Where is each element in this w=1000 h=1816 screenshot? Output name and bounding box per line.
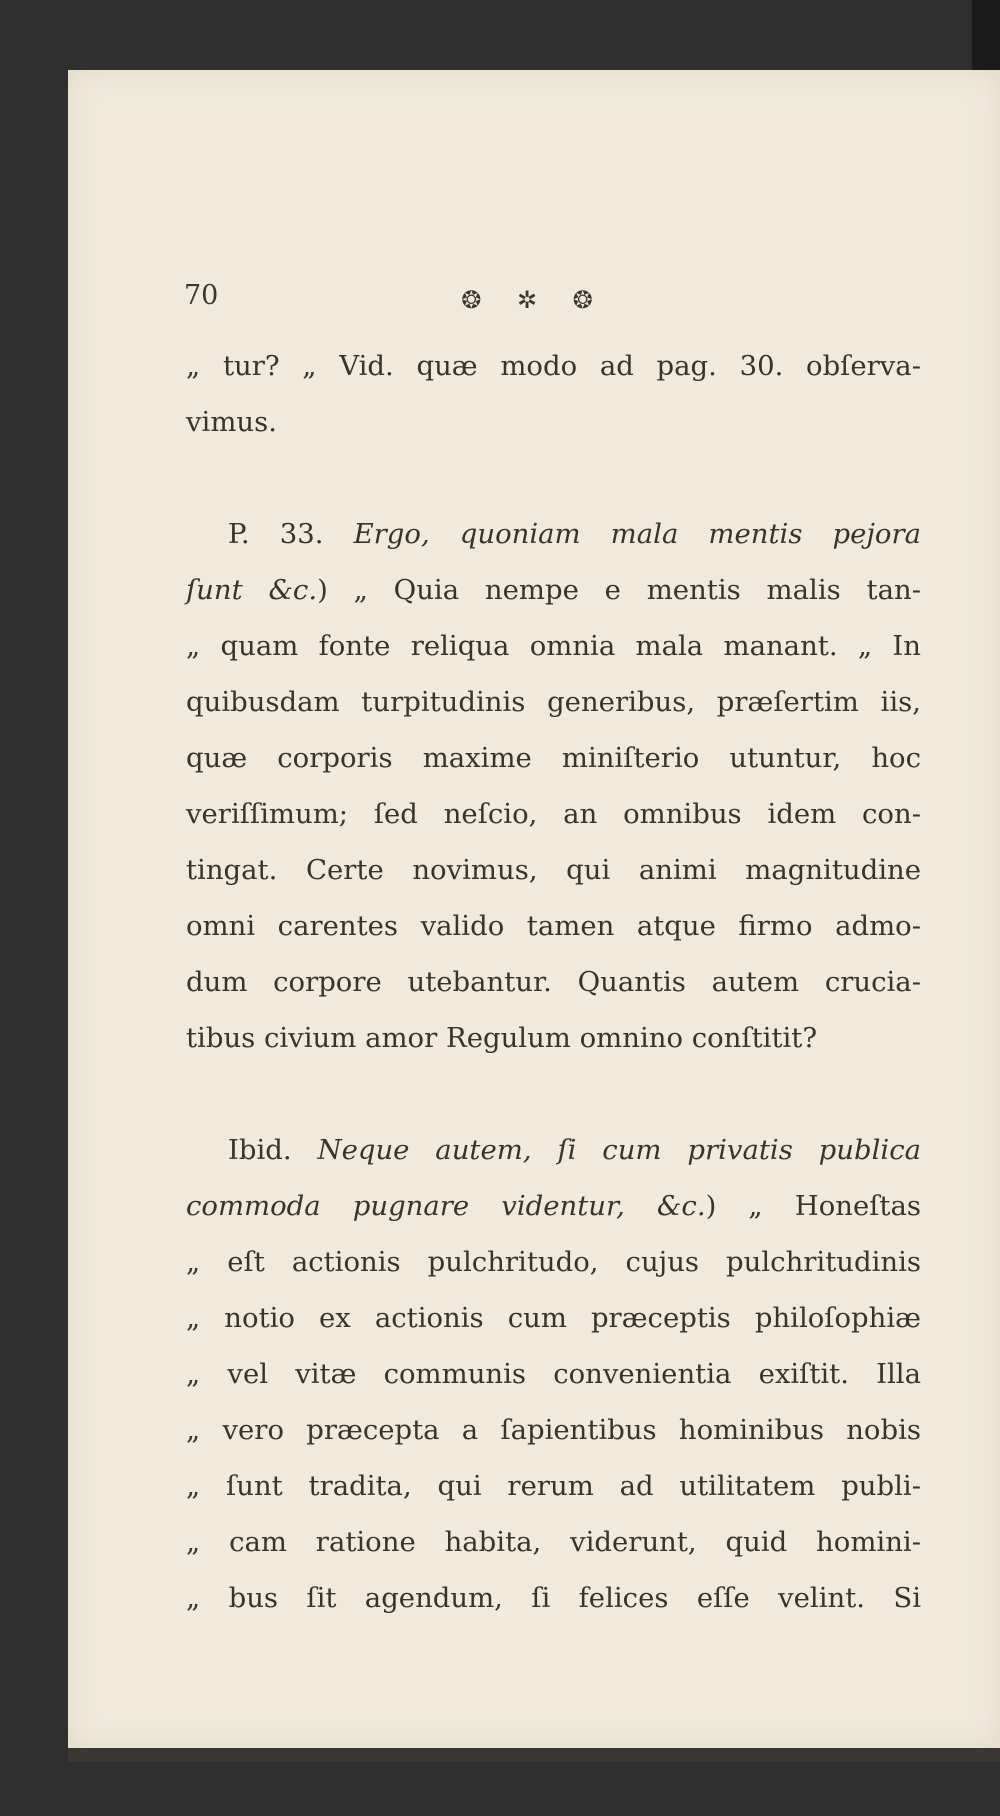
text-line: tibus civium amor Regulum omnino conſtitit?: [186, 1022, 818, 1054]
book-page: [68, 70, 1000, 1748]
text-line: vimus.: [186, 406, 277, 438]
text-line: „ notio ex actionis cum præceptis philoſophiæ: [186, 1302, 921, 1334]
text-line: tingat. Certe novimus, qui animi magnitudine: [186, 854, 921, 886]
text-line: „ quam fonte reliqua omnia mala manant. „ In: [186, 630, 921, 662]
text-line: „ tur? „ Vid. quæ modo ad pag. 30. obſerva-: [186, 350, 921, 382]
text-line: commoda pugnare videntur, &c.) „ Honeſtas: [186, 1190, 921, 1222]
text-line: „ eſt actionis pulchritudo, cujus pulchritudinis: [186, 1246, 921, 1278]
text-line: omni carentes valido tamen atque firmo admo-: [186, 910, 921, 942]
text-line: Ibid. Neque autem, ſi cum privatis publica: [228, 1134, 921, 1166]
text-line: ſunt &c.) „ Quia nempe e mentis malis tan-: [186, 574, 921, 606]
page-header: [68, 280, 1000, 330]
text-line: „ vel vitæ communis convenientia exiſtit. Illa: [186, 1358, 921, 1390]
text-line: P. 33. Ergo, quoniam mala mentis pejora: [228, 518, 922, 550]
text-line: veriſſimum; ſed neſcio, an omnibus idem con-: [186, 798, 921, 830]
scan-background: [972, 0, 1000, 70]
text-line: „ vero præcepta a ſapientibus hominibus nobis: [186, 1414, 921, 1446]
text-line: „ cam ratione habita, viderunt, quid homini-: [186, 1526, 921, 1558]
paragraph-gap: [186, 1066, 921, 1122]
page-number: 70: [184, 280, 219, 311]
text-line: „ ſunt tradita, qui rerum ad utilitatem publi-: [186, 1470, 921, 1502]
paragraph-gap: [186, 450, 921, 506]
text-line: quibusdam turpitudinis generibus, præſertim iis,: [186, 686, 921, 718]
header-ornament: ❂ ✲ ❂: [461, 286, 607, 314]
page-bottom-edge: [68, 1748, 1000, 1762]
text-line: „ bus ſit agendum, ſi felices eſſe velint. Si: [186, 1582, 921, 1614]
text-line: quæ corporis maxime miniſterio utuntur, hoc: [186, 742, 921, 774]
body-text: [186, 338, 921, 1626]
text-line: dum corpore utebantur. Quantis autem crucia-: [186, 966, 921, 998]
